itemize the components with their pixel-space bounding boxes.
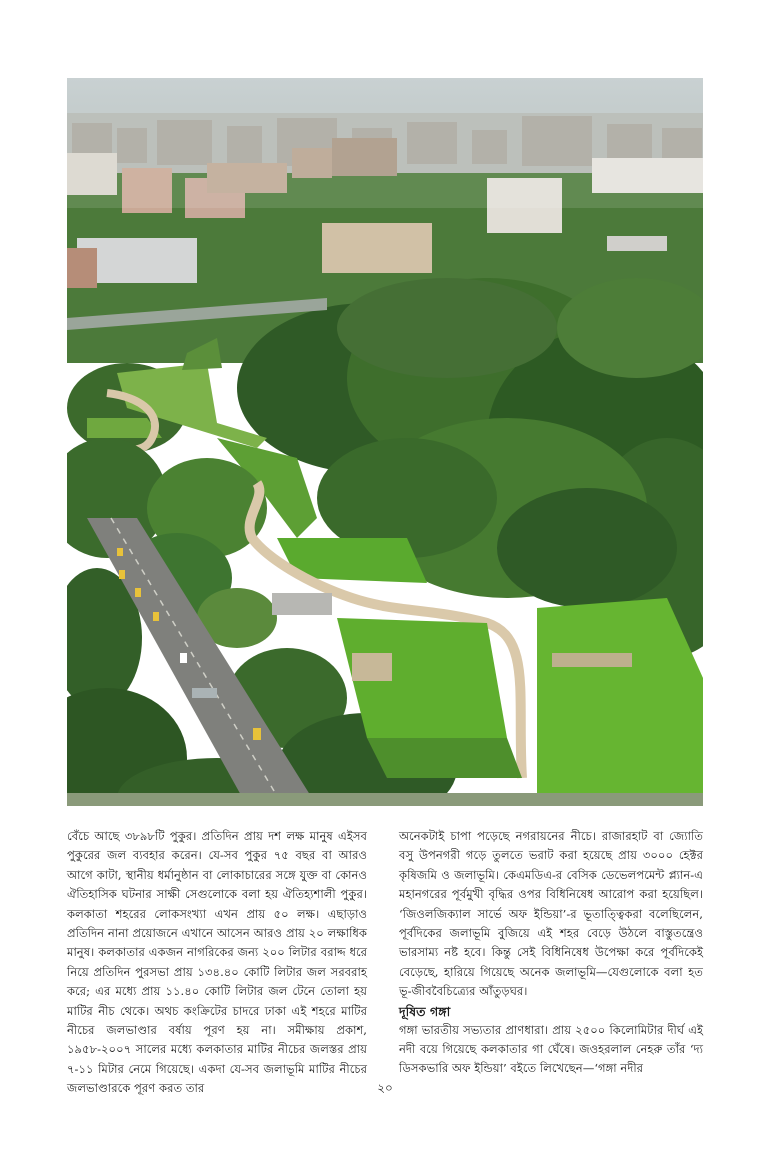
left-paragraph: বেঁচে আছে ৩৮৯৮টি পুকুর। প্রতিদিন প্রায় দশ লক্ষ মানুষ এইসব পুকুরের জল ব্যবহার করেন। যে-সব পুকুর ৭৫ বছর বা আরও আগে কাটা, স্থানীয় ধর্মানুষ্ঠান বা লোকাচারের সঙ্গে যুক্ত বা কোনও ঐতিহাসিক ঘটনার সাক্ষী সেগুলোকে বলা হয় ঐতিহ্যশালী পুকুর। কলকাতা শহরের লোকসংখ্যা এখন প্রায় ৫০ লক্ষ। এছাড়াও প্রতিদিন নানা প্রয়োজনে এখানে আসেন আরও প্রায় ২০ লক্ষাধিক মানুষ। কলকাতার একজন নাগরিকের জন্য ২০০ লিটার বরাদ্দ ধরে নিয়ে প্রতিদিন পুরসভা প্রায় ১৩৪.৪০ কোটি লিটার জল সরবরাহ করে; এর মধ্যে প্রায় ১১.৪০ কোটি লিটার জল টেনে তোলা হয় মাটির নীচ থেকে। অথচ কংক্রিটের চাদরে ঢাকা এই শহরে মাটির নীচের জলভাণ্ডার বর্ষায় পূরণ হয় না। সমীক্ষায় প্রকাশ, ১৯৫৮-২০০৭ সালের মধ্যে কলকাতার মাটির নীচের জলস্তর প্রায় ৭-১১ মিটার নেমে গিয়েছে। একদা যে-সব জলাভূমি মাটির নীচের জলভাণ্ডারকে পূরণ করত তার (67, 829, 367, 1096)
left-text-column (67, 827, 367, 1099)
photo-illustration (67, 78, 703, 806)
lawn-plot (552, 653, 632, 667)
right-paragraph: অনেকটাই চাপা পড়েছে নগরায়নের নীচে। রাজারহাট বা জ্যোতি বসু উপনগরী গড়ে তুলতে ভরাট করা হয়েছে প্রায় ৩০০০ হেক্টর কৃষিজমি ও জলাভূমি। কেএমডিএ-র বেসিক ডেভেলপমেন্ট প্ল্যান-এ মহানগরের পূর্বমুখী বৃদ্ধির ওপর বিধিনিষেধ আরোপ করা হয়েছিল। ‘জিওলজিক্যাল সার্ভে অফ ইন্ডিয়া’-র ভূতাত্ত্বিকরা বলেছিলেন, পূর্বদিকের জলাভূমি বুজিয়ে এই শহর বেড়ে উঠলে বাস্তুতন্ত্রেও ভারসাম্য নষ্ট হবে। কিন্তু সেই বিধিনিষেধ উপেক্ষা করে পূর্বদিকেই বেড়েছে, হারিয়ে গিয়েছে অনেক জলাভূমি—যেগুলোকে বলা হত ভূ-জীববৈচিত্র্যের আঁতুড়ঘর। (399, 829, 703, 999)
aerial-city-park-photo (67, 78, 703, 806)
page-number: ২০ (377, 1081, 393, 1095)
lawn-lower-right (537, 598, 703, 793)
section-subheading: দূষিত গঙ্গা (399, 1003, 451, 1019)
lawn-edge (367, 738, 522, 778)
atmosphere-overlay (67, 78, 703, 208)
right-text-column (399, 827, 703, 1079)
park-building (272, 593, 332, 615)
bottom-edge (67, 793, 703, 806)
right-paragraph-2: গঙ্গা ভারতীয় সভ্যতার প্রাণধারা। প্রায় ২৫০০ কিলোমিটার দীর্ঘ এই নদী বয়ে গিয়েছে কলকাতার গা ঘেঁষে। জওহরলাল নেহরু তাঁর ‘দ্য ডিসকভারি অফ ইন্ডিয়া’ বইতে লিখেছেন—‘গঙ্গা নদীর (399, 1022, 703, 1076)
garden-pavilion (352, 653, 392, 681)
